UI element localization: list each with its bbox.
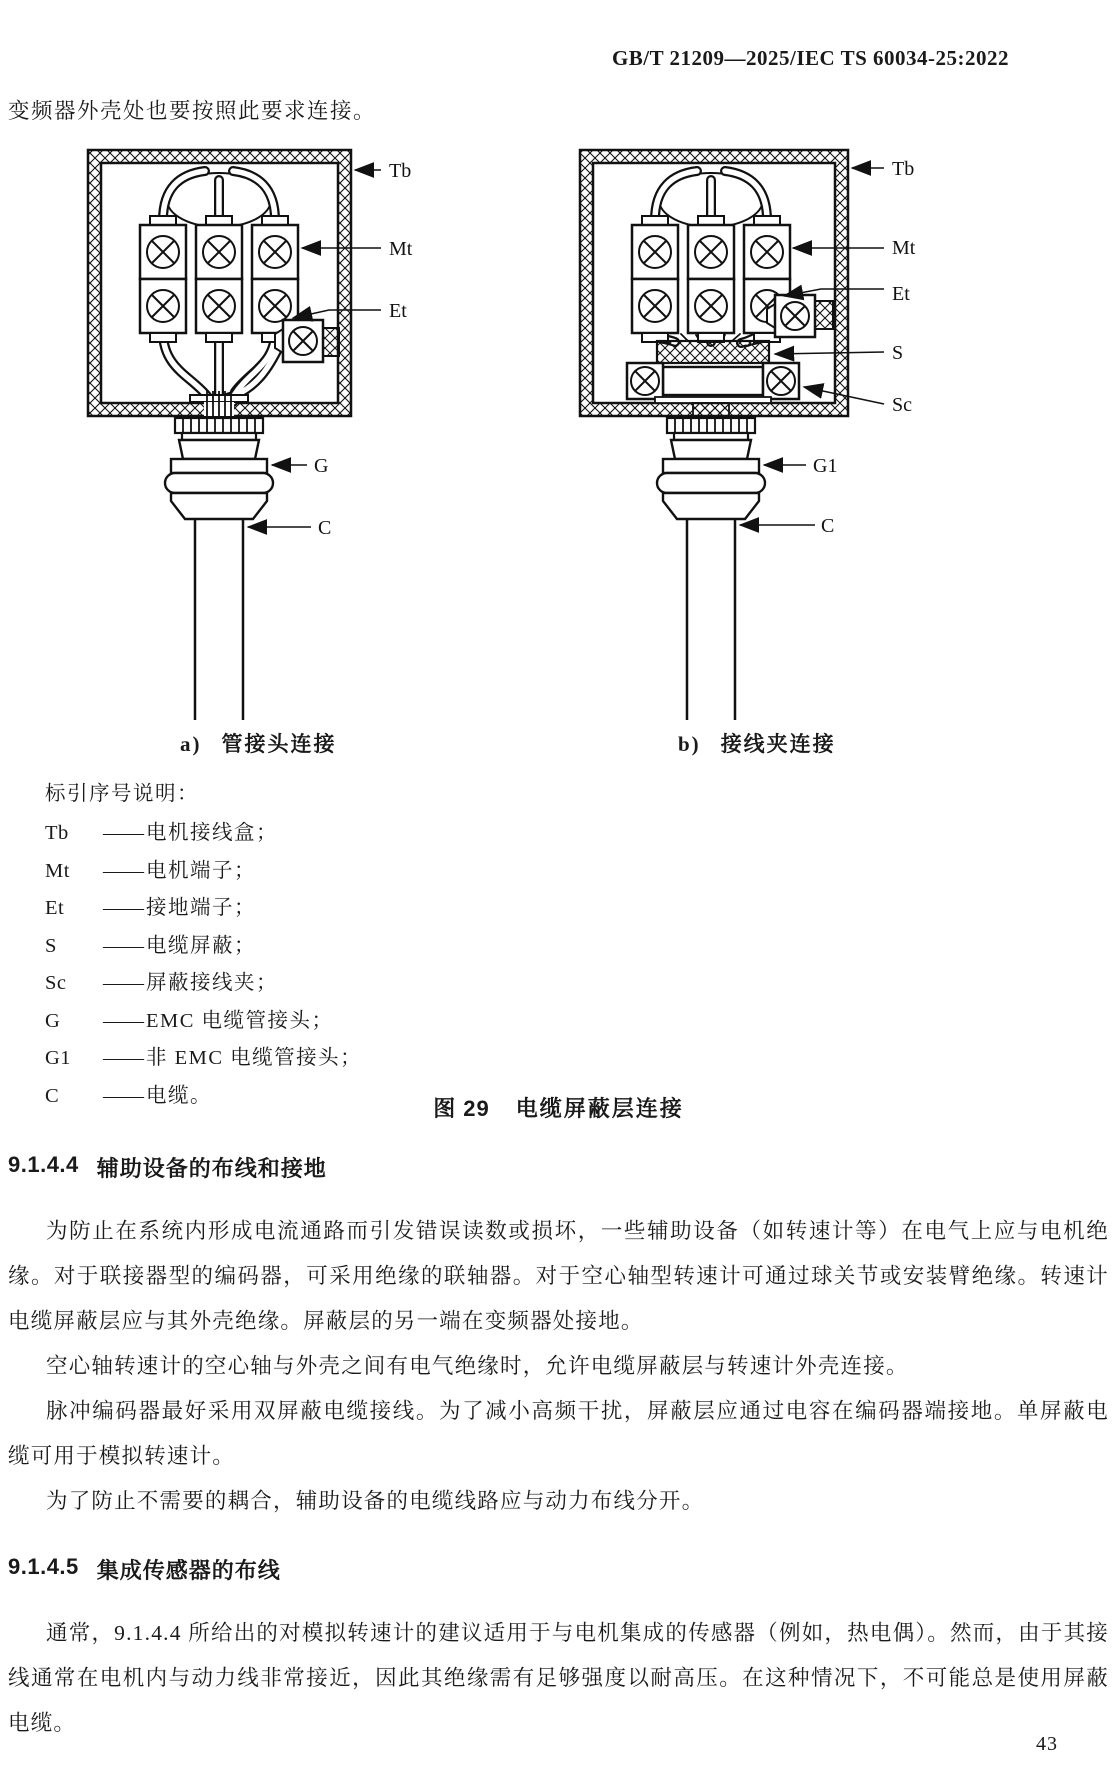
- label-g-a: G: [314, 455, 329, 477]
- legend-code: Et: [45, 897, 65, 919]
- section-number: 9.1.4.5: [8, 1554, 79, 1579]
- section-title: 辅助设备的布线和接地: [96, 1156, 327, 1181]
- label-et-b: Et: [892, 283, 910, 305]
- paragraph: 为了防止不需要的耦合，辅助设备的电缆线路应与动力布线分开。: [46, 1489, 705, 1513]
- label-sc-b: Sc: [892, 394, 912, 416]
- paragraph: 空心轴转速计的空心轴与外壳之间有电气绝缘时，允许电缆屏蔽层与转速计外壳连接。: [46, 1354, 909, 1378]
- section-heading-9-1-4-5: [8, 1554, 1109, 1585]
- legend-desc: 电机接线盒；: [146, 822, 278, 844]
- legend-title: 标引序号说明：: [45, 783, 199, 805]
- legend-desc: EMC 电缆管接头；: [146, 1009, 334, 1032]
- section-heading-9-1-4-4: [8, 1152, 1109, 1183]
- main-text: [8, 1152, 1109, 1746]
- caption-b-tag: b): [678, 732, 701, 756]
- legend-desc: 电机端子；: [146, 859, 256, 882]
- label-mt-a: Mt: [389, 238, 413, 260]
- legend-desc: 非 EMC 电缆管接头；: [146, 1047, 363, 1069]
- legend-row: G1 —— 非 EMC 电缆管接头；: [45, 1040, 362, 1078]
- cable-b: [687, 519, 735, 720]
- legend-code: G1: [45, 1047, 72, 1069]
- label-c-a: C: [318, 517, 332, 539]
- label-tb-b: Tb: [892, 158, 915, 180]
- legend-row: C —— 电缆。: [45, 1078, 362, 1116]
- cable-a: [195, 519, 243, 720]
- cable-gland-b: [657, 418, 765, 519]
- label-et-a: Et: [389, 300, 407, 322]
- legend-code: Mt: [45, 859, 70, 882]
- legend-desc: 屏蔽接线夹；: [146, 972, 278, 994]
- figure-number: 图 29: [433, 1096, 490, 1121]
- page-number: 43: [1036, 1733, 1058, 1755]
- figure-caption: [0, 1092, 1117, 1123]
- legend-row: Sc —— 屏蔽接线夹；: [45, 965, 362, 1003]
- legend-desc: 接地端子；: [146, 897, 256, 919]
- legend-row: S —— 电缆屏蔽；: [45, 928, 362, 966]
- intro-paragraph: 变频器外壳处也要按照此要求连接。: [8, 99, 377, 123]
- figure-a-diagram: [85, 148, 495, 723]
- legend-code: Tb: [45, 822, 69, 844]
- standard-code-header: GB/T 21209—2025/IEC TS 60034-25:2022: [611, 46, 1009, 70]
- legend-desc: 电缆。: [146, 1084, 212, 1107]
- caption-a-tag: a): [180, 732, 202, 756]
- figure-title: 电缆屏蔽层连接: [515, 1096, 684, 1121]
- paragraph: 通常，9.1.4.4 所给出的对模拟转速计的建议适用于与电机集成的传感器（例如，热电偶）。然而，由于其接线通常在电机内与动力线非常接近，因此其绝缘需有足够强度以耐高压。在这种情况下，不可能总是使用屏蔽电缆。: [8, 1621, 1109, 1735]
- legend-code: G: [45, 1009, 61, 1032]
- legend-row: Tb —— 电机接线盒；: [45, 815, 362, 853]
- figure-b-diagram: [575, 148, 1005, 723]
- legend-row: Mt —— 电机端子；: [45, 853, 362, 891]
- section-title: 集成传感器的布线: [96, 1558, 281, 1583]
- section-number: 9.1.4.4: [8, 1152, 79, 1177]
- caption-b-title: 接线夹连接: [720, 733, 836, 756]
- figure-legend: [45, 776, 362, 1115]
- cable-gland-a: [165, 418, 273, 519]
- paragraph: 为防止在系统内形成电流通路而引发错误读数或损坏，一些辅助设备（如转速计等）在电气上应与电机绝缘。对于联接器型的编码器，可采用绝缘的联轴器。对于空心轴型转速计可通过球关节或安装臂绝缘。转速计电缆屏蔽层应与其外壳绝缘。屏蔽层的另一端在变频器处接地。: [8, 1219, 1109, 1333]
- cable-shield-b: [657, 341, 769, 363]
- motor-terminals-a: [140, 216, 298, 342]
- legend-code: C: [45, 1084, 60, 1107]
- label-mt-b: Mt: [892, 237, 916, 259]
- caption-a-title: 管接头连接: [221, 733, 337, 756]
- legend-code: Sc: [45, 972, 67, 994]
- caption-b: [678, 728, 836, 758]
- caption-a: [180, 728, 337, 758]
- paragraph: 脉冲编码器最好采用双屏蔽电缆接线。为了减小高频干扰，屏蔽层应通过电容在编码器端接地。单屏蔽电缆可用于模拟转速计。: [8, 1399, 1109, 1468]
- legend-row: Et —— 接地端子；: [45, 890, 362, 928]
- legend-row: G —— EMC 电缆管接头；: [45, 1003, 362, 1041]
- legend-desc: 电缆屏蔽；: [146, 934, 256, 957]
- label-s-b: S: [892, 342, 904, 364]
- label-tb-a: Tb: [389, 160, 412, 182]
- legend-code: S: [45, 934, 57, 957]
- label-g1-b: G1: [813, 455, 838, 477]
- label-c-b: C: [821, 515, 835, 537]
